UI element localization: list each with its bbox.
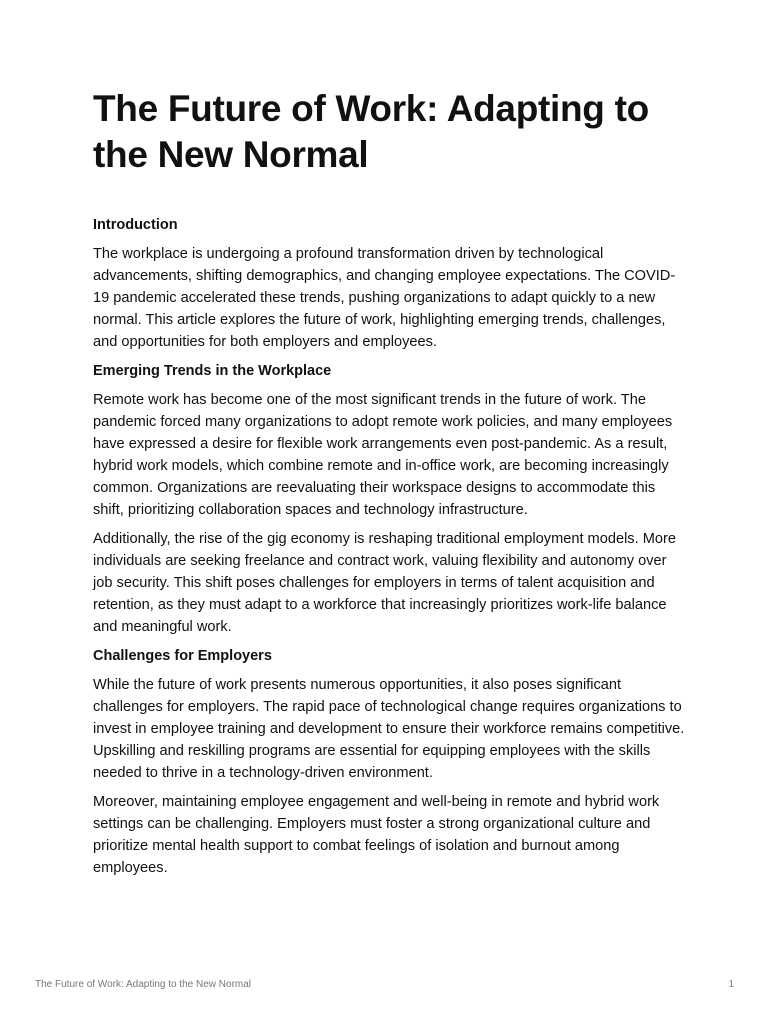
paragraph: Remote work has become one of the most significant trends in the future of work. The pandemic forced many organizations to adopt remote work policies, and many employees have expressed a desire for flexible work arrangements even post-pandemic. As a result, hybrid work models, which combine remote and in-office work, are becoming increasingly common. Organizations are reevaluating their workspace designs to accommodate this shift, prioritizing collaboration spaces and technology infrastructure. bbox=[93, 392, 673, 518]
document-title: The Future of Work: Adapting to the New Normal bbox=[93, 88, 649, 175]
paragraph: While the future of work presents numerous opportunities, it also poses significant challenges for employers. The rapid pace of technological change requires organizations to invest in employee training and development to ensure their workforce remains competitive. Upskilling and reskilling programs are essential for equipping employees with the skills needed to thrive in a technology-driven environment. bbox=[93, 677, 685, 781]
section-heading: Challenges for Employers bbox=[93, 648, 272, 664]
section-challenges bbox=[93, 645, 685, 879]
footer-title: The Future of Work: Adapting to the New Normal bbox=[35, 979, 252, 990]
section-heading: Introduction bbox=[93, 217, 178, 233]
page-number: 1 bbox=[728, 979, 734, 990]
paragraph: Moreover, maintaining employee engagement and well-being in remote and hybrid work settings can be challenging. Employers must foster a strong organizational culture and prioritize mental health support to combat feelings of isolation and burnout among employees. bbox=[93, 794, 660, 876]
document-body bbox=[93, 86, 685, 879]
page-footer bbox=[35, 978, 734, 992]
section-heading: Emerging Trends in the Workplace bbox=[93, 363, 332, 379]
paragraph: The workplace is undergoing a profound transformation driven by technological advancements, shifting demographics, and changing employee expectations. The COVID-19 pandemic accelerated these trends, pushing organizations to adapt quickly to a new normal. This article explores the future of work, highlighting emerging trends, challenges, and opportunities for both employers and employees. bbox=[93, 246, 676, 350]
section-introduction bbox=[93, 214, 685, 360]
section-emerging-trends bbox=[93, 360, 685, 645]
paragraph: Additionally, the rise of the gig economy is reshaping traditional employment models. More individuals are seeking freelance and contract work, valuing flexibility and autonomy over job security. This shift poses challenges for employers in terms of talent acquisition and retention, as they must adapt to a workforce that increasingly prioritizes work-life balance and meaningful work. bbox=[93, 531, 676, 635]
